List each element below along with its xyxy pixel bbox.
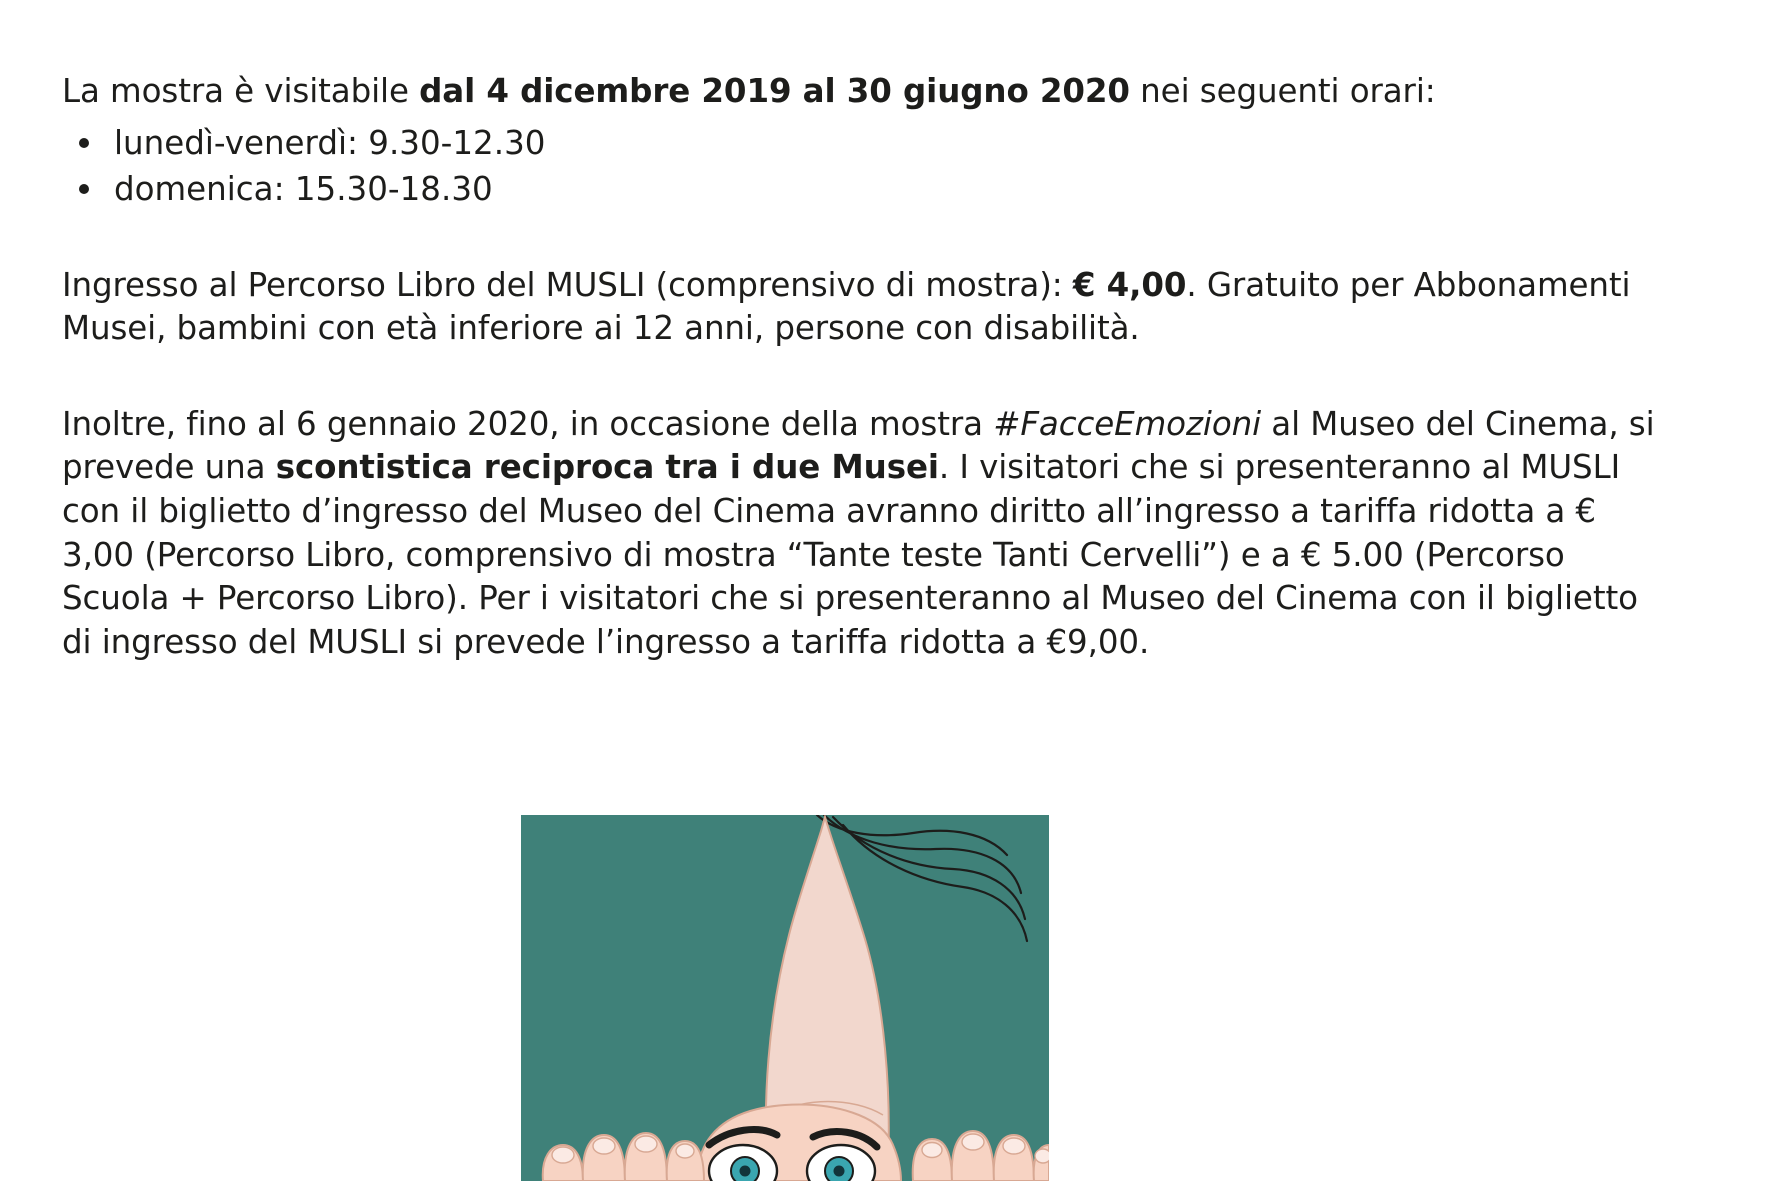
exhibition-hashtag: #FacceEmozioni xyxy=(993,404,1262,443)
illustration-svg xyxy=(521,815,1049,1181)
discount-highlight: scontistica reciproca tra i due Musei xyxy=(275,448,939,487)
discount-text-part-1: Inoltre, fino al 6 gennaio 2020, in occasione della mostra xyxy=(62,404,994,443)
hours-sunday: domenica: 15.30-18.30 xyxy=(114,169,493,208)
list-item xyxy=(62,166,1662,212)
peeking-character-illustration xyxy=(521,815,1049,1181)
discount-text-part-3: . I visitatori che si presenteranno al MUSLI con il biglietto d’ingresso del Museo del Cinema avranno diritto all’ingresso a tariffa ridotta a € 3,00 (Percorso Libro, comprensivo di mostra “Tante teste Tanti Cervelli”) e a € 5.00 (Percorso Scuola + Percorso Libro). Per i visitatori che si presenteranno al Museo del Cinema con il biglietto di ingresso del MUSLI si prevede l’ingresso a tariffa ridotta a €9,00. xyxy=(62,448,1638,661)
opening-hours-list xyxy=(62,120,1662,212)
exhibition-dates: dal 4 dicembre 2019 al 30 giugno 2020 xyxy=(419,72,1130,110)
hours-weekdays: lunedì-venerdì: 9.30-12.30 xyxy=(114,123,546,162)
list-item xyxy=(62,120,1662,166)
intro-text-part-2: nei seguenti orari: xyxy=(1129,72,1436,110)
discount-paragraph xyxy=(62,403,1662,664)
ticket-price-paragraph xyxy=(62,264,1662,351)
ticket-price-value: € 4,00 xyxy=(1072,265,1187,304)
discount-text-part-2: al Museo del Cinema, si prevede una xyxy=(62,404,1655,487)
ticket-text-part-2: . Gratuito per Abbonamenti Musei, bambini con età inferiore ai 12 anni, persone con disabilità. xyxy=(62,265,1631,348)
intro-text-part-1: La mostra è visitabile xyxy=(62,72,420,110)
ticket-text-part-1: Ingresso al Percorso Libro del MUSLI (comprensivo di mostra): xyxy=(62,265,1073,304)
visiting-hours-intro-paragraph xyxy=(62,70,1662,114)
